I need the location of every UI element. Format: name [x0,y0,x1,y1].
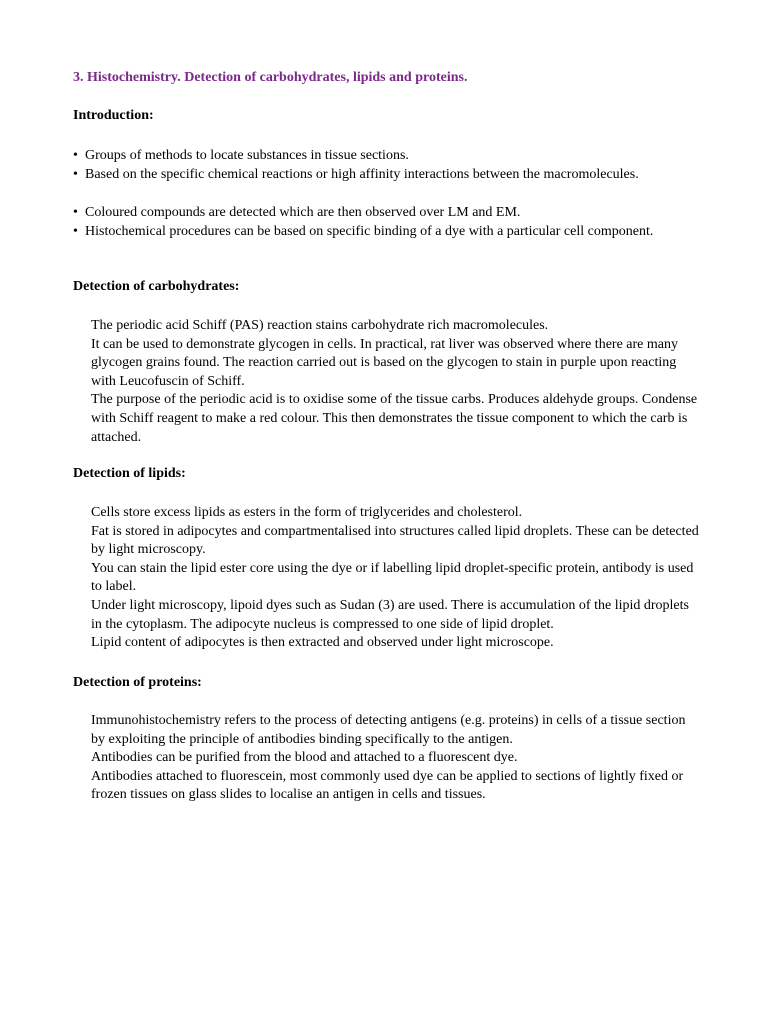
paragraph: Lipid content of adipocytes is then extracted and observed under light microscope. [91,635,554,651]
bullet-text: Based on the specific chemical reactions or high affinity interactions between the macromolecules. [85,167,639,182]
paragraph: It can be used to demonstrate glycogen in cells. In practical, rat liver was observed where there are many glycogen grains found. The reaction carried out is based on the glycogen to stain in purple upon reacting with Leucofuscin of Schiff. [91,336,678,389]
document-title: 3. Histochemistry. Detection of carbohydrates, lipids and proteins. [73,70,468,85]
bullet-text: Histochemical procedures can be based on specific binding of a dye with a particular cell component. [85,224,654,239]
paragraph: Antibodies attached to fluorescein, most commonly used dye can be applied to sections of lightly fixed or frozen tissues on glass slides to localise an antigen in cells and tissues. [91,768,684,803]
lipids-heading: Detection of lipids: [73,466,186,481]
paragraph: The periodic acid Schiff (PAS) reaction stains carbohydrate rich macromolecules. [91,318,549,333]
paragraph: You can stain the lipid ester core using the dye or if labelling lipid droplet-specific protein, antibody is used to label. [91,560,694,595]
introduction-bullet-list [73,146,673,260]
paragraph: Fat is stored in adipocytes and compartmentalised into structures called lipid droplets. These can be detected by light microscopy. [91,523,699,558]
bullet-text: Groups of methods to locate substances in tissue sections. [85,148,409,163]
lipids-section [91,504,701,653]
paragraph: Immunohistochemistry refers to the process of detecting antigens (e.g. proteins) in cells of a tissue section by exploiting the principle of antibodies binding specifically to the antigen. [91,713,686,747]
carbohydrates-section [91,317,701,447]
paragraph: Under light microscopy, lipoid dyes such as Sudan (3) are used. There is accumulation of the lipid droplets in the cytoplasm. The adipocyte nucleus is compressed to one side of lipid droplet. [91,597,689,632]
bullet-item [73,203,673,222]
carbohydrates-heading: Detection of carbohydrates: [73,279,240,294]
bullet-icon: • [73,148,78,163]
proteins-section [91,712,701,805]
bullet-item [73,146,673,165]
bullet-icon: • [73,167,78,182]
bullet-item [73,222,673,260]
paragraph: The purpose of the periodic acid is to oxidise some of the tissue carbs. Produces aldehyde groups. Condense with Schiff reagent to make a red colour. This then demonstrates the tissue component to which the carb is attached. [91,392,698,445]
bullet-item [73,165,673,203]
bullet-icon: • [73,205,78,220]
paragraph: Cells store excess lipids as esters in the form of triglycerides and cholesterol. [91,505,523,520]
introduction-heading: Introduction: [73,108,154,123]
proteins-heading: Detection of proteins: [73,675,202,690]
paragraph: Antibodies can be purified from the blood and attached to a fluorescent dye. [91,750,518,766]
bullet-icon: • [73,224,78,239]
bullet-text: Coloured compounds are detected which are then observed over LM and EM. [85,205,521,220]
